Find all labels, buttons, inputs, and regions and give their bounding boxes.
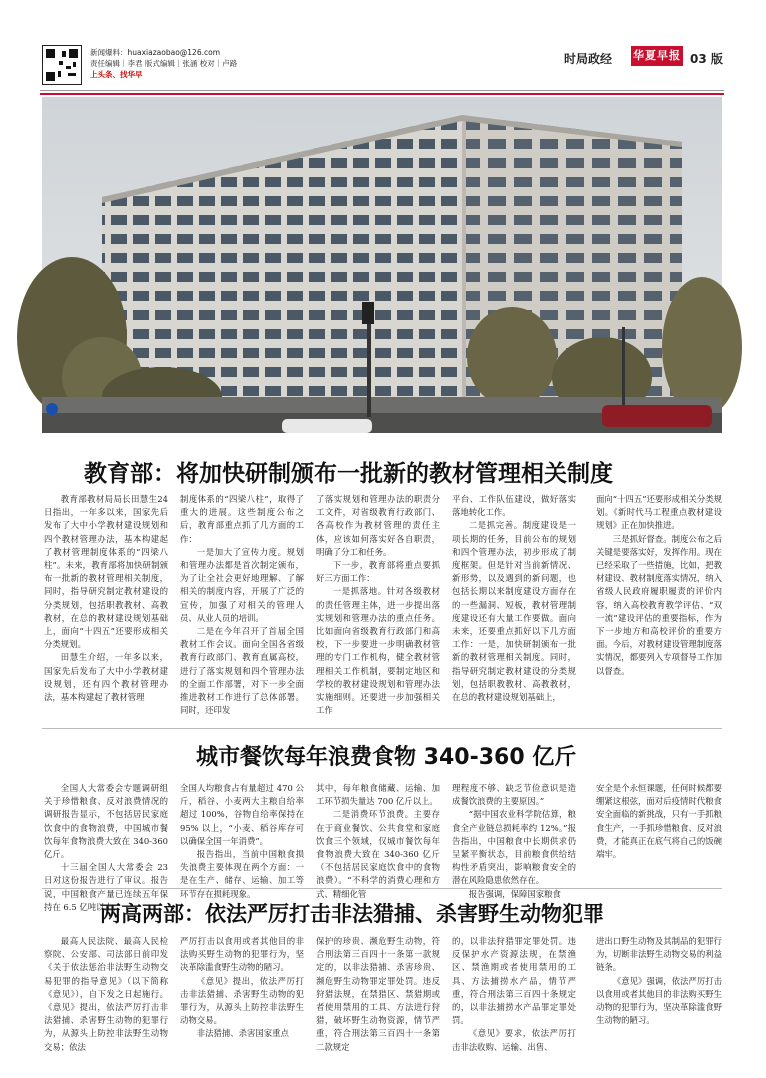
article-2-column-3 [316, 782, 440, 899]
paragraph: 十三届全国人大常委会 23 日对这份报告进行了审议。报告说，中国粮食产量已连续五年保持在 6.5 亿吨以上， [44, 862, 168, 912]
article-2-column-2 [180, 782, 304, 899]
header-rule [40, 93, 724, 95]
paragraph: 其中，每年粮食储藏、运输、加工环节损失量达 700 亿斤以上。 [316, 783, 440, 807]
paragraph: 了落实规划和管理办法的职责分工文件，对省级教育行政部门、各高校作为教材管理的责任主体，应该如何落实好各自职责，明确了分工和任务。 [316, 494, 440, 557]
paragraph: 最高人民法院、最高人民检察院、公安部、司法部日前印发《关于依法惩治非法野生动物交易犯罪的指导意见》（以下简称《意见》），自下发之日起施行。《意见》提出，依法严厉打击非法猎捕、杀害野生动物的犯罪行为，从源头上防控非法野生动物交易；依法 [44, 936, 168, 1052]
building-photo [42, 97, 722, 433]
article-2-column-4 [452, 782, 576, 899]
qr-code-icon [42, 45, 82, 85]
article-1-title: 教育部：将加快研制颁布一批新的教材管理相关制度 [84, 461, 613, 487]
paragraph: 二是在今年召开了首届全国教材工作会议。面向全国各省级教育行政部门、教育直属高校，进行了落实规划和四个管理办法的全面工作部署，对下一步全面推进教材工作进行了总体部署。同时，还印发 [180, 626, 304, 716]
article-1-column-3 [316, 493, 440, 725]
paragraph: 制度体系的“四梁八柱”，取得了重大的进展。这些制度公布之后，教育部重点抓了几方面的工作： [180, 494, 304, 544]
paragraph: 下一步，教育部将重点要抓好三方面工作： [316, 560, 440, 584]
article-divider [42, 728, 722, 729]
paragraph: 二是消费环节浪费。主要存在于商业餐饮、公共食堂和家庭饮食三个领域，仅城市餐饮每年食物浪费大致在 340-360 亿斤（不包括居民家庭饮食中的食物浪费）。“不科学的消费心理和方式、精细化管 [316, 809, 440, 899]
article-3-column-2 [180, 935, 304, 1047]
paragraph: 教育部教材局局长田慧生24日指出，一年多以来，国家先后发布了大中小学教材建设规划和四个教材管理办法，基本构建起了教材管理制度体系的“四梁八柱”。未来，教育部将加快研制颁布一批新的教材管理相关制度，同时，指导研究制定教材建设的分类规划，包括职教教材、高教教材，在总的教材建设规划基础上，面向“十四五”还要形成相关分类规划。 [44, 494, 168, 650]
paragraph: 安全是个永恒课题，任何时候都要绷紧这根弦，面对后疫情时代粮食安全面临的新挑战，只有一手抓粮食生产，一手抓珍惜粮食、反对浪费，才能真正在底气将自己的饭碗端牢。 [596, 783, 722, 860]
article-3-column-4 [452, 935, 576, 1052]
paragraph: 报告指出，当前中国粮食损失浪费主要体现在两个方面：一是在生产、储存、运输、加工等环节存在损耗现象。 [180, 849, 304, 899]
paragraph: 《意见》强调，依法严厉打击以食用或者其他目的非法购买野生动物的犯罪行为，坚决革除滥食野生动物的陋习。 [596, 975, 722, 1026]
article-1-column-2 [180, 493, 304, 725]
paragraph: 全国人均粮食占有量超过 470 公斤，稻谷、小麦两大主粮自给率超过 100%，谷物自给率保持在 95% 以上，“小麦、稻谷库存可以确保全国一年消费”。 [180, 783, 304, 846]
article-divider [42, 888, 722, 889]
article-3-column-5 [596, 935, 722, 1047]
paragraph: 平台、工作队伍建设，做好落实落地转化工作。 [452, 494, 576, 518]
article-3-title: 两高两部：依法严厉打击非法猎捕、杀害野生动物犯罪 [100, 902, 604, 926]
page-number: 03 版 [690, 52, 723, 66]
slogan: 上头条、找华早 [90, 70, 143, 79]
paragraph: 二是抓完善。制度建设是一项长期的任务，目前公布的规划和四个管理办法，初步形成了制度框架。但是针对当前新情况、新形势，以及遇到的新问题，也包括长期以来制度建设方面存在的一些漏洞、短板，教材管理制度建设还有大量工作要做。面向未来，还要重点抓好以下几方面工作：一是，加快研制颁布一批新的教材管理相关制度。同时，指导研究制定教材建设的分类规划，包括职教教材、高教教材，在总的教材建设规划基础上， [452, 520, 576, 703]
contact-email: 新闻爆料：huaxiazaobao@126.com [90, 48, 221, 57]
paragraph: 严厉打击以食用或者其他目的非法购买野生动物的犯罪行为，坚决革除滥食野生动物的陋习。 [180, 936, 304, 973]
header-rule-thin [40, 90, 724, 91]
paragraph: 非法猎捕、杀害国家重点 [196, 1028, 289, 1039]
paragraph: 的，以非法狩猎罪定罪处罚。违反保护水产资源法规，在禁渔区、禁渔期或者使用禁用的工具、方法捕捞水产品，情节严重，符合刑法第三百四十条规定的，以非法捕捞水产品罪定罪处罚。 [452, 936, 576, 1026]
paragraph: 田慧生介绍，一年多以来，国家先后发布了大中小学教材建设规划，还有四个教材管理办法，基本构建起了教材管理 [44, 652, 168, 703]
contact-info [90, 47, 237, 80]
article-2-title: 城市餐饮每年浪费食物 340-360 亿斤 [196, 745, 577, 770]
paragraph: 面向“十四五”还要形成相关分类规划。《新时代马工程重点教材建设规划》正在加快推进。 [596, 494, 722, 531]
paragraph: 《意见》要求，依法严厉打击非法收购、运输、出售、 [452, 1028, 576, 1052]
article-3-column-3 [316, 935, 440, 1052]
article-2-column-1 [44, 782, 168, 912]
newspaper-logo: 华夏早报 [631, 46, 683, 66]
editor-credits: 责任编辑｜李君 版式编辑｜张涵 校对｜卢路 [90, 59, 238, 68]
paragraph: 理程度不够、缺乏节俭意识是造成餐饮浪费的主要原因。” [452, 783, 576, 807]
paragraph: 三是抓好督查。制度公布之后关键是要落实好，发挥作用。现在已经采取了一些措施，比如，把教材建设、教材制度落实情况，纳入省级人民政府履职履责的评价内容，纳入高校教育教学评估、“双一流”建设评估的重要指标，作为下一步地方和高校评价的重要方面。今后，对教材建设管理制度落实情况，都要列入专项督导工作加以督查。 [596, 533, 722, 676]
paragraph: 《意见》提出，依法严厉打击非法猎捕、杀害野生动物的犯罪行为，从源头上防控非法野生动物交易。 [180, 975, 304, 1026]
paragraph: 一是加大了宣传力度。规划和管理办法都是首次制定颁布，为了让全社会更好地理解、了解相关的制度内容，开展了广泛的宣传，加强了对相关的管理人员、从业人员的培训。 [180, 546, 304, 623]
article-3-column-1 [44, 935, 168, 1052]
article-2-column-5 [596, 782, 722, 886]
article-1-column-4 [452, 493, 576, 725]
paragraph: 保护的珍贵、濒危野生动物，符合刑法第三百四十一条第一款规定的，以非法猎捕、杀害珍贵、濒危野生动物罪定罪处罚。违反狩猎法规，在禁猎区、禁猎期或者使用禁用的工具、方法进行狩猎，破坏野生动物资源，情节严重，符合刑法第三百四十一条第二款规定 [316, 936, 440, 1052]
paragraph: “据中国农业科学院估算，粮食全产业链总损耗率约 12%。”报告指出，中国粮食中长期供求仍呈紧平衡状态，目前粮食供给结构性矛盾突出，影响粮食安全的潜在风险隐患依然存在。 [452, 809, 576, 886]
paragraph: 报告强调，保障国家粮食 [468, 888, 561, 899]
paragraph: 一是抓落地。针对各级教材的责任管理主体，进一步提出落实规划和管理办法的重点任务。比如面向省级教育行政部门和高校，下一步要进一步明确教材管理的专门工作机构，健全教材管理相关工作机制，要制定地区和学校的教材建设规划和管理办法实施细则。还要进一步加强相关工作 [316, 586, 440, 716]
paragraph: 进出口野生动物及其制品的犯罪行为，切断非法野生动物交易的利益链条。 [596, 936, 722, 973]
section-name: 时局政经 [564, 52, 613, 66]
article-1-column-5 [596, 493, 722, 725]
article-1-column-1 [44, 493, 168, 725]
paragraph: 全国人大常委会专题调研组关于珍惜粮食、反对浪费情况的调研报告显示，不包括居民家庭饮食中的食物浪费，中国城市餐饮每年食物浪费大致在 340-360 亿斤。 [44, 783, 168, 860]
